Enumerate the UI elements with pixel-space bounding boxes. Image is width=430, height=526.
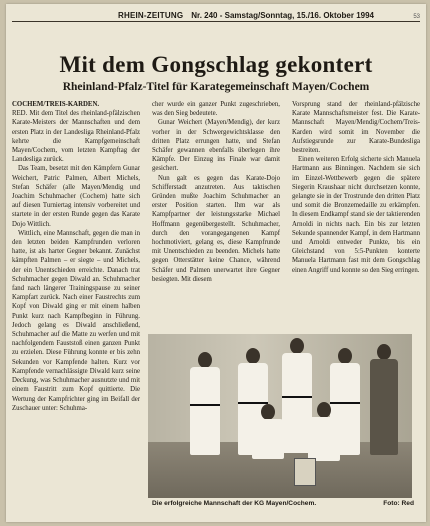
masthead — [12, 8, 420, 22]
photo-credit: Foto: Red — [383, 500, 414, 507]
article-paragraph: Einen weiteren Erfolg sicherte sich Manuela Hartmann aus Binningen. Nachdem sie sich im Einzel-Wettbewerb gegen die spätere Siegerin Kraushaar nicht durchsetzen konnte, gelangte sie in der Trostrunde den dritten Platz und somit die Bronzemedaille zu erkämpfen. In diesem Endkampf stand sie der taktierenden Arnoldi in nichts nach. Ein bis zur letzten Sekunde spannender Kampf, in dem Hartmann und Arnoldi entweder Punkte, bis ein Gleichstand von 5:5-Punkten konterte Manuela Hartmann fast mit dem Gongschlag einen Angriff und konnte so den Sieg erringen. — [292, 156, 420, 274]
page-number: 53 — [413, 14, 420, 20]
caption-text: Die erfolgreiche Mannschaft der KG Mayen/Cochem. — [152, 500, 317, 507]
trophy-icon — [294, 458, 316, 486]
article-subhead: Rheinland-Pfalz-Titel für Karategemeinschaft Mayen/Cochem — [62, 81, 370, 93]
article-paragraph: Vorsprung stand der rheinland-pfälzische Karate Mannschaftsmeister fest. Die Karate-Mannschaft Mayen/Mendig/Cochem/Treis-Karden wird somit im November die Aufstiegsrunde zur Karate-Bundesliga bestreiten. — [292, 101, 420, 155]
article-paragraph: Wittlich, eine Mannschaft, gegen die man in den letzten beiden Kampfrunden verloren hatte, ist als harter Gegner bekannt. Zunächst kämpften Palmen – er siegte – und Michels, der ein Unentschieden erreichte. Danach trat Schuhmacher gegen Diwald an. Schuhmacher fand nach längerer Trainingspause zu seiner Kampfart zurück. Nach einer Faustrechts zum Kopf von Diwald ging er mit einem halben Punkt kurz nach Kampfbeginn in Führung. Jedoch gelang es Diwald anschließend, Schuhmacher auf die Matte zu werfen und mit nachfolgendem Fauststoß einen ganzen Punkt zu erzielen. Diese Führung konnte er bis zehn Sekunden vor Kampfende halten. Kurz vor Kampfende vernachlässigte Diwald kurz seine Deckung, was Schuhmacher ausnutzte und mit einem Faustritt zum Kopf quittierte. Die Wertung der Kampfrichter ging im Beifall der Zuschauer unter: Schuhma- — [12, 229, 140, 412]
article-column-2 — [152, 100, 280, 335]
article-paragraph: cher wurde ein ganzer Punkt zugeschrieben, was den Sieg bedeutete. — [152, 101, 280, 118]
article-paragraph: RED. Mit dem Titel des rheinland-pfälzischen Karate-Meisters der Mannschaften und dem ersten Platz in der Landesliga Rheinland-Pfalz kehrte die Kampfgemeinschaft Mayen/Cochem, vom letzten Kampftag der Landesliga zurück. — [12, 110, 140, 164]
article-column-3 — [292, 100, 420, 335]
article-paragraph: Das Team, besetzt mit den Kämpfern Gunar Weichert, Patric Palmen, Albert Michels, Stefan Schäfer (alle Mayen/Mendig und Joachim Schuhmacher (Cochem) hatte sich auf diesen Turniertag intensiv vorbereitet und startete in der ersten Runde gegen das Karate Dojo Wittlich. — [12, 165, 140, 228]
newspaper-name: RHEIN-ZEITUNG — [118, 11, 184, 20]
article-paragraph: Gunar Weichert (Mayen/Mendig), der kurz vorher in der Schwergewichtsklasse den dritten Platz errungen hatte, und Stefan Schäfer gewannen ebenfalls überlegen ihre Kämpfe. Der Einzug ins Finale war damit gesichert. — [152, 119, 280, 173]
dateline: COCHEM/TREIS-KARDEN. — [12, 101, 100, 108]
photo-caption — [152, 500, 414, 507]
article-headline: Mit dem Gongschlag gekontert — [59, 52, 373, 77]
edition-line: Nr. 240 - Samstag/Sonntag, 15./16. Oktober 1994 — [191, 11, 375, 20]
article-paragraph: Nun galt es gegen das Karate-Dojo Schifferstadt anzutreten. Aus taktischen Gründen mußte Joachim Schuhmacher an erster Position starten. Ihm war als Kampfpartner der leistungsstarke Michael Hoffmann gegenübergestellt. Schuhmacher, durch den vorangegangenen Kampf hochmotiviert, gelang es, diese Kampfrunde mit Unentschieden zu beenden. Michels hatte gegen Otterstätter keine Chance, während Schäfer und Palmen unerwartet ihre Gegner besiegten. Mit diesem — [152, 174, 280, 283]
article-column-1 — [12, 100, 140, 502]
article-paragraph — [12, 100, 140, 109]
team-photo — [148, 334, 412, 498]
